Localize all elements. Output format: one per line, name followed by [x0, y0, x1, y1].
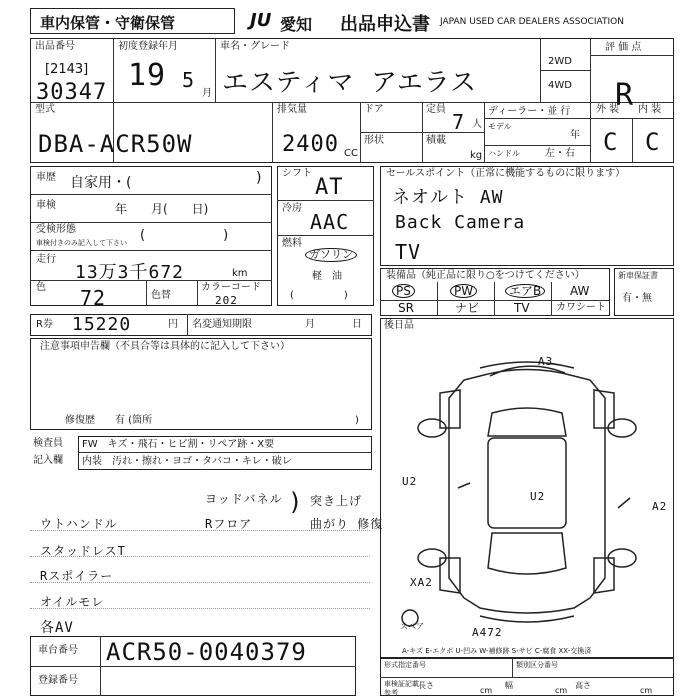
- note-1: ヨッドバネル: [205, 492, 283, 506]
- equip-tv: TV: [514, 301, 530, 315]
- displacement-value: 2400: [282, 132, 339, 157]
- model-code: DBA-ACR50W: [38, 130, 193, 158]
- height-unit: cm: [640, 686, 653, 695]
- equip-sr: SR: [398, 301, 414, 315]
- shift-label: シフト: [282, 168, 312, 179]
- warranty-label: 新車保証書: [618, 271, 658, 280]
- car-diagram: [380, 318, 674, 658]
- recycle-value: 15220: [72, 314, 132, 335]
- transfer-label: 名変通知期限: [192, 319, 252, 330]
- entry-label: 記入欄: [33, 455, 63, 466]
- acceptance-parens: ( ): [140, 228, 229, 243]
- warranty-value: 有・無: [622, 293, 652, 304]
- exterior-grade: C: [603, 128, 619, 156]
- reg-cert-label: 車検証記載: [384, 680, 419, 688]
- acceptance-label: 受検形態: [36, 224, 76, 235]
- exterior-label: 外 装: [596, 104, 620, 115]
- chassis-label: 車台番号: [38, 645, 78, 656]
- load-label: 積載: [426, 135, 446, 146]
- capacity-label: 定員: [426, 104, 446, 115]
- sales-point-1: ネオルト AW: [392, 187, 504, 208]
- mileage-unit: km: [232, 268, 248, 279]
- color-value: 72: [80, 286, 107, 310]
- note-7: Rスポイラー: [40, 569, 114, 583]
- fuel-label: 燃料: [282, 238, 302, 249]
- width-label: 幅: [505, 681, 513, 690]
- model-label: 型式: [35, 104, 55, 115]
- repair-label: 修復歴: [65, 415, 95, 426]
- equip-pw: PW: [450, 284, 477, 298]
- color-label: 色: [36, 282, 46, 293]
- mark-u2-center: U2: [530, 490, 546, 503]
- color-code-value: 202: [215, 294, 238, 307]
- interior-grade: C: [645, 128, 661, 156]
- sales-point-3: TV: [395, 240, 422, 264]
- equipment-header: 装備品（純正品に限り○をつけてください）: [386, 270, 585, 281]
- mark-a2: A2: [652, 500, 668, 513]
- shift-value: AT: [315, 175, 344, 200]
- drive-2wd: 2WD: [548, 56, 572, 67]
- history-close: ): [256, 170, 262, 186]
- mark-u2-left: U2: [402, 475, 418, 488]
- brace-mark: ): [288, 488, 304, 516]
- sales-header: セールスポイント（正常に機能するものに限ります）: [386, 168, 626, 179]
- sales-point-2: Back Camera: [395, 212, 526, 233]
- drive-4wd: 4WD: [548, 80, 572, 91]
- mark-a3: A3: [538, 355, 554, 368]
- equip-seat: カワシート: [556, 302, 606, 313]
- recycle-unit: 円: [168, 319, 178, 330]
- equip-airbag: エアB: [505, 284, 545, 298]
- month-unit: 月: [202, 88, 212, 99]
- notes-header: 注意事項申告欄（不具合等は具体的に記入して下さい）: [40, 341, 290, 352]
- repair-close: ): [355, 415, 359, 426]
- listing-no-label: 出品番号: [35, 41, 75, 52]
- reg-label: 登録番号: [38, 675, 78, 686]
- shape-label: 形状: [364, 135, 384, 146]
- note-6: スタッドレスT: [40, 544, 126, 558]
- load-unit: kg: [470, 150, 483, 161]
- door-label: ドア: [364, 104, 384, 115]
- transfer-day: 日: [352, 319, 362, 330]
- small-ref-label: 参考: [384, 689, 398, 697]
- legend: A-キズ E-エクボ U-凹み W-補修跡 S-サビ C-腐食 XX-交換済: [402, 647, 592, 655]
- note-5: ウトハンドル: [40, 517, 118, 531]
- rear-label: 後日品: [384, 320, 414, 331]
- inspection-label: 車検: [36, 200, 56, 211]
- mark-a472: A472: [472, 626, 503, 639]
- equip-ps: PS: [392, 284, 415, 298]
- association-name: JAPAN USED CAR DEALERS ASSOCIATION: [440, 17, 624, 27]
- recycle-label: R券: [36, 319, 53, 330]
- mileage-value: 13万3千672: [75, 262, 185, 283]
- listing-sub: [2143]: [45, 62, 89, 77]
- first-reg-label: 初度登録年月: [118, 41, 178, 52]
- brand-name: 愛知: [280, 15, 313, 34]
- storage-label: 車内保管・守衛保管: [40, 14, 176, 32]
- color-change-label: 色替: [151, 290, 171, 301]
- color-code-label: カラーコード: [201, 282, 261, 293]
- year-unit: 年: [570, 130, 580, 141]
- chassis-number: ACR50-0040379: [106, 638, 307, 666]
- car-name: エスティマ アエラス: [222, 68, 477, 98]
- note-2: Rフロア: [205, 517, 253, 531]
- width-unit: cm: [555, 686, 568, 695]
- rating-value: R: [615, 78, 635, 113]
- note-9: 各AV: [40, 620, 74, 636]
- spare-label: スペア: [400, 622, 424, 631]
- rating-label: 評 価 点: [605, 42, 642, 53]
- handle-options: 左・右: [545, 148, 575, 159]
- model-year-label: モデル: [488, 122, 512, 131]
- repair-value: 有 (箇所: [115, 415, 153, 426]
- capacity-unit: 人: [472, 119, 482, 130]
- first-reg-month: 5: [182, 68, 196, 92]
- displacement-unit: CC: [344, 148, 358, 159]
- height-label: 高さ: [575, 681, 591, 690]
- form-title: 出品申込書: [340, 14, 430, 35]
- car-name-label: 車名・グレード: [220, 41, 290, 52]
- history-label: 車歴: [36, 172, 56, 183]
- interior-line: 内装 汚れ・擦れ・ヨゴ・タバコ・キレ・破レ: [82, 456, 292, 467]
- fuel-parens: ( ): [290, 290, 348, 301]
- fuel-diesel: 軽 油: [312, 271, 342, 282]
- inspector-label: 検査員: [33, 438, 63, 449]
- displacement-label: 排気量: [277, 104, 307, 115]
- category-label: 類別区分番号: [516, 661, 558, 669]
- handle-label: ハンドル: [488, 149, 520, 158]
- inspection-value: 年 月( 日): [115, 202, 209, 216]
- note-3: 突き上げ: [310, 494, 363, 508]
- dealer-label: ディーラー・並 行: [488, 106, 571, 117]
- ac-label: 冷房: [282, 203, 302, 214]
- interior-label: 内 装: [638, 104, 662, 115]
- mark-xa2: XA2: [410, 576, 433, 589]
- first-reg-year: 19: [128, 58, 167, 93]
- fw-line: FW キズ・飛石・ヒビ割・リペア跡・X要: [82, 439, 275, 450]
- fuel-value: ガソリン: [305, 248, 357, 262]
- mileage-label: 走行: [36, 254, 56, 265]
- transfer-month: 月: [305, 319, 315, 330]
- type-cert-label: 形式指定番号: [384, 661, 426, 669]
- capacity-value: 7: [452, 110, 466, 134]
- acceptance-note: 車検付きのみ記入して下さい: [36, 239, 127, 247]
- ac-value: AAC: [310, 210, 350, 234]
- length-label: 長さ: [418, 681, 434, 690]
- note-4: 曲がり 修復: [310, 517, 384, 531]
- ju-logo: JU: [250, 10, 272, 31]
- history-value: 自家用・(: [70, 175, 132, 191]
- listing-number: 30347: [36, 80, 108, 105]
- length-unit: cm: [480, 686, 493, 695]
- equip-navi: ナビ: [455, 301, 480, 315]
- equip-aw: AW: [570, 284, 590, 298]
- note-8: オイルモレ: [40, 595, 105, 609]
